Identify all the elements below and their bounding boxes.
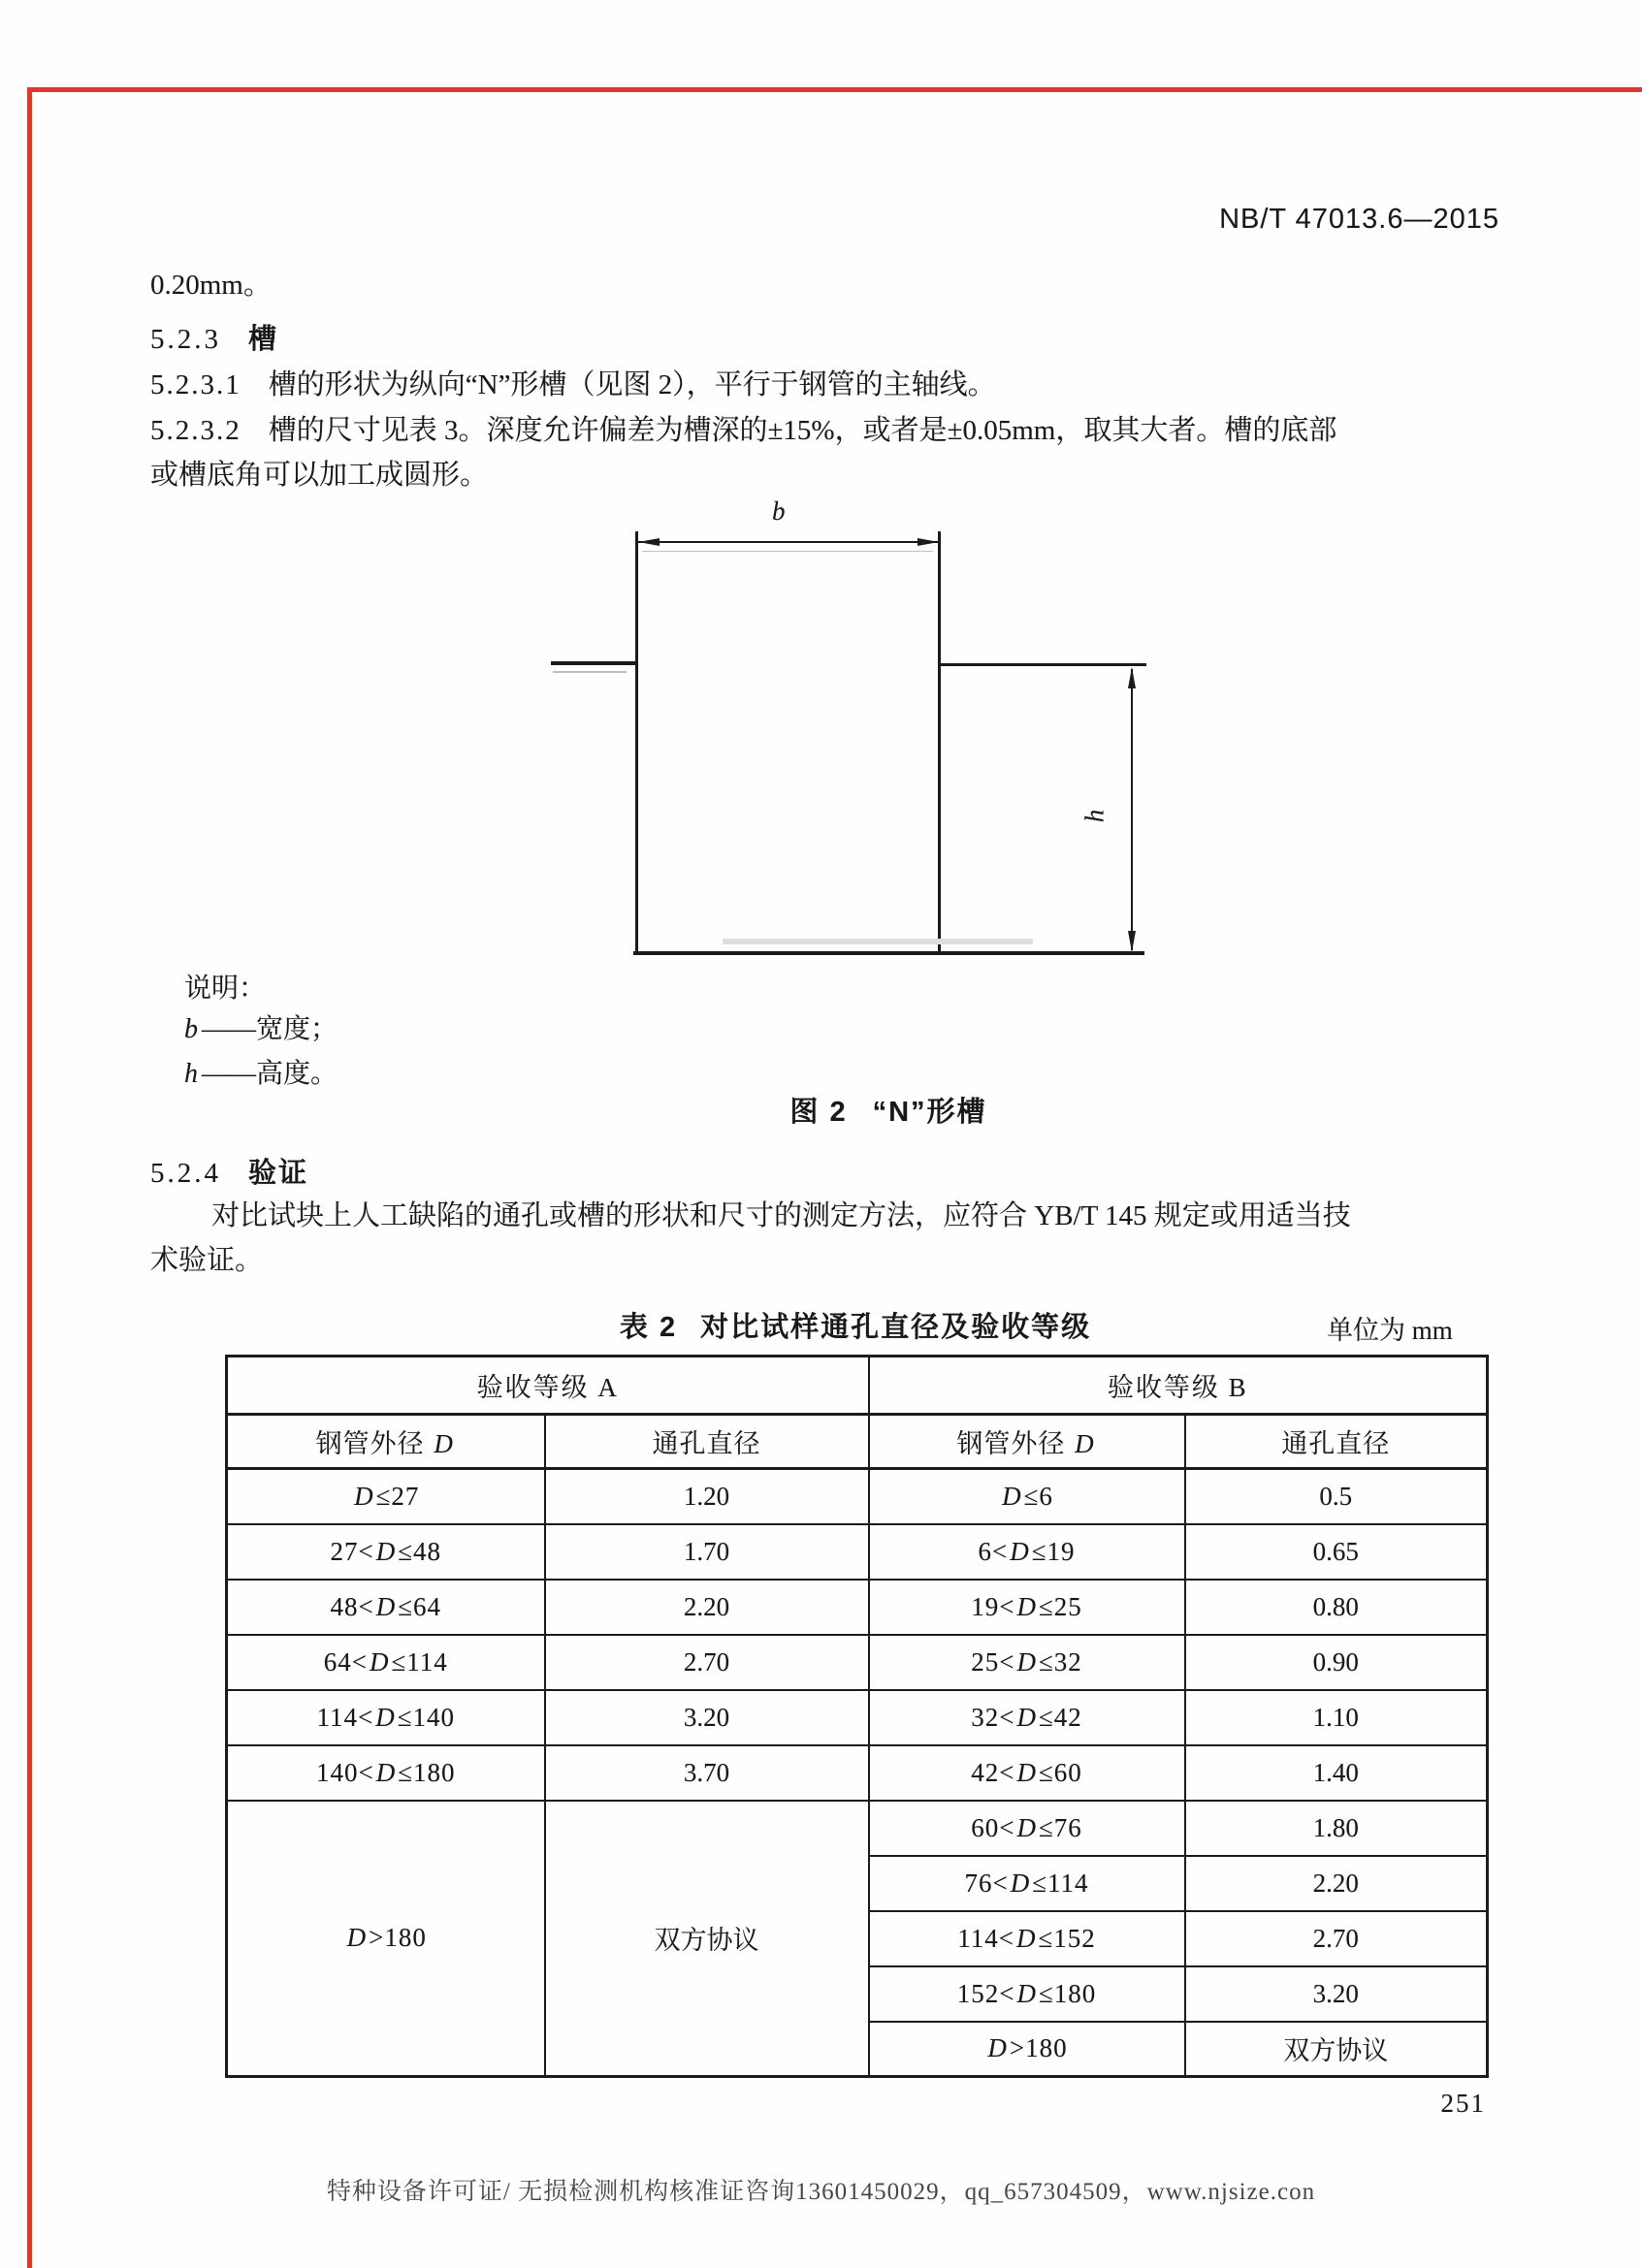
- group-header-b: 验收等级 B: [869, 1357, 1488, 1415]
- table-group-header-row: [227, 1357, 1488, 1415]
- cell-diameter-b: 32<D≤42: [869, 1690, 1185, 1745]
- cell-diameter-b: 152<D≤180: [869, 1966, 1185, 2022]
- cell-hole-a: 1.20: [545, 1469, 869, 1524]
- carryover-text: 0.20mm。: [150, 270, 272, 301]
- cell-hole-b: 1.10: [1185, 1690, 1488, 1745]
- arrowhead-right-icon: [918, 538, 939, 546]
- dimension-label-b: b: [772, 496, 786, 526]
- legend-symbol: b: [184, 1014, 198, 1044]
- legend-desc: 高度。: [256, 1059, 338, 1089]
- clause-title: 验证: [248, 1158, 309, 1189]
- groove-bottom-line: [633, 951, 1144, 955]
- arrowhead-left-icon: [638, 538, 660, 546]
- scan-border-top: [27, 87, 1642, 92]
- clause-number: 5.2.4: [150, 1158, 221, 1189]
- legend-symbol: h: [184, 1059, 198, 1089]
- table-row: [227, 1524, 1488, 1580]
- cell-hole-b: 0.65: [1185, 1524, 1488, 1580]
- unit-note: 单位为 mm: [1327, 1316, 1453, 1345]
- table-row: [227, 1801, 1488, 1856]
- heading-5-2-4: [150, 1156, 308, 1191]
- dimension-line-h: [1131, 669, 1133, 950]
- surface-line-left: [551, 661, 638, 665]
- figure-caption: [636, 1090, 1141, 1130]
- table-row: [227, 1469, 1488, 1524]
- clause-title: 槽: [248, 324, 279, 355]
- groove-left-wall-line: [635, 531, 638, 954]
- clause-number: 5.2.3.1: [150, 369, 241, 400]
- cell-diameter-a: D≤27: [227, 1469, 545, 1524]
- table-column-header-row: [227, 1415, 1488, 1469]
- cell-hole-a: 2.20: [545, 1580, 869, 1635]
- cell-diameter-b: 60<D≤76: [869, 1801, 1185, 1856]
- table-row: [227, 1690, 1488, 1745]
- cell-hole-b: 2.70: [1185, 1911, 1488, 1966]
- para-5-2-3-1: [150, 367, 996, 402]
- clause-text: 槽的尺寸见表 3。深度允许偏差为槽深的±15%，或者是±0.05mm，取其大者。槽的底部: [268, 415, 1337, 446]
- cell-diameter-b: D>180: [869, 2022, 1185, 2077]
- figure-title: “N”形槽: [872, 1097, 987, 1128]
- clause-number: 5.2.3: [150, 324, 221, 355]
- para-5-2-4-line1: 对比试块上人工缺陷的通孔或槽的形状和尺寸的测定方法，应符合 YB/T 145 规定或用适当技: [211, 1200, 1351, 1231]
- cell-diameter-a-merged: D>180: [227, 1801, 545, 2077]
- figure-number: 图 2: [789, 1097, 848, 1128]
- cell-diameter-a: 48<D≤64: [227, 1580, 545, 1635]
- cell-diameter-b: 114<D≤152: [869, 1911, 1185, 1966]
- dimension-label-h: h: [1079, 809, 1110, 823]
- legend-desc: 宽度；: [256, 1014, 338, 1044]
- legend-dash: ——: [202, 1014, 256, 1044]
- cell-hole-a-merged: 双方协议: [545, 1801, 869, 2077]
- cell-diameter-b: 19<D≤25: [869, 1580, 1185, 1635]
- cell-hole-b: 3.20: [1185, 1966, 1488, 2022]
- column-header: 通孔直径: [1185, 1415, 1488, 1469]
- group-header-a: 验收等级 A: [227, 1357, 869, 1415]
- cell-diameter-a: 27<D≤48: [227, 1524, 545, 1580]
- page-number: 251: [1440, 2089, 1486, 2118]
- para-5-2-4-line2: 术验证。: [150, 1245, 264, 1276]
- cell-diameter-b: 6<D≤19: [869, 1524, 1185, 1580]
- comparison-table: [225, 1355, 1489, 2078]
- cell-hole-b: 双方协议: [1185, 2022, 1488, 2077]
- cell-hole-b: 0.90: [1185, 1635, 1488, 1690]
- scan-echo-line: [642, 551, 933, 552]
- cell-diameter-b: 42<D≤60: [869, 1745, 1185, 1801]
- cell-diameter-a: 140<D≤180: [227, 1745, 545, 1801]
- cell-hole-b: 1.80: [1185, 1801, 1488, 1856]
- cell-diameter-a: 114<D≤140: [227, 1690, 545, 1745]
- table-caption: [225, 1305, 1486, 1345]
- heading-5-2-3: [150, 322, 278, 357]
- clause-number: 5.2.3.2: [150, 415, 241, 446]
- scan-border-left: [27, 87, 32, 2268]
- column-header: 钢管外径 D: [227, 1415, 545, 1469]
- cell-hole-a: 3.70: [545, 1745, 869, 1801]
- legend-item-b: [184, 1007, 338, 1046]
- para-5-2-3-2-line1: [150, 413, 1336, 448]
- legend-title: 说明：: [184, 974, 267, 1004]
- dimension-line-b: [638, 541, 939, 543]
- legend-item-h: [184, 1052, 338, 1091]
- legend-dash: ——: [202, 1059, 256, 1089]
- groove-right-wall-line: [938, 531, 941, 954]
- table-row: [227, 1745, 1488, 1801]
- table-title: 对比试样通孔直径及验收等级: [700, 1312, 1092, 1343]
- clause-text: 槽的形状为纵向“N”形槽（见图 2），平行于钢管的主轴线。: [268, 369, 996, 400]
- doc-number: NB/T 47013.6—2015: [1219, 204, 1499, 235]
- surface-line-right: [941, 663, 1146, 666]
- column-header: 钢管外径 D: [869, 1415, 1185, 1469]
- cell-hole-b: 2.20: [1185, 1856, 1488, 1911]
- column-header: 通孔直径: [545, 1415, 869, 1469]
- scan-echo-line: [553, 671, 627, 673]
- table-row: [227, 1580, 1488, 1635]
- cell-diameter-b: D≤6: [869, 1469, 1185, 1524]
- cell-hole-a: 3.20: [545, 1690, 869, 1745]
- cell-hole-b: 0.5: [1185, 1469, 1488, 1524]
- footer-watermark: 特种设备许可证/ 无损检测机构核准证咨询13601450029，qq_657304509，www.njsize.con: [326, 2179, 1316, 2205]
- cell-hole-b: 0.80: [1185, 1580, 1488, 1635]
- table-number: 表 2: [619, 1312, 678, 1343]
- table-row: [227, 1635, 1488, 1690]
- scan-smudge: [723, 939, 1033, 944]
- cell-hole-a: 1.70: [545, 1524, 869, 1580]
- arrowhead-down-icon: [1128, 931, 1136, 952]
- para-5-2-3-2-line2: 或槽底角可以加工成圆形。: [150, 460, 489, 491]
- cell-hole-b: 1.40: [1185, 1745, 1488, 1801]
- comparison-table-wrapper: [225, 1355, 1489, 2078]
- cell-diameter-b: 25<D≤32: [869, 1635, 1185, 1690]
- cell-hole-a: 2.70: [545, 1635, 869, 1690]
- cell-diameter-a: 64<D≤114: [227, 1635, 545, 1690]
- cell-diameter-b: 76<D≤114: [869, 1856, 1185, 1911]
- arrowhead-up-icon: [1128, 667, 1136, 688]
